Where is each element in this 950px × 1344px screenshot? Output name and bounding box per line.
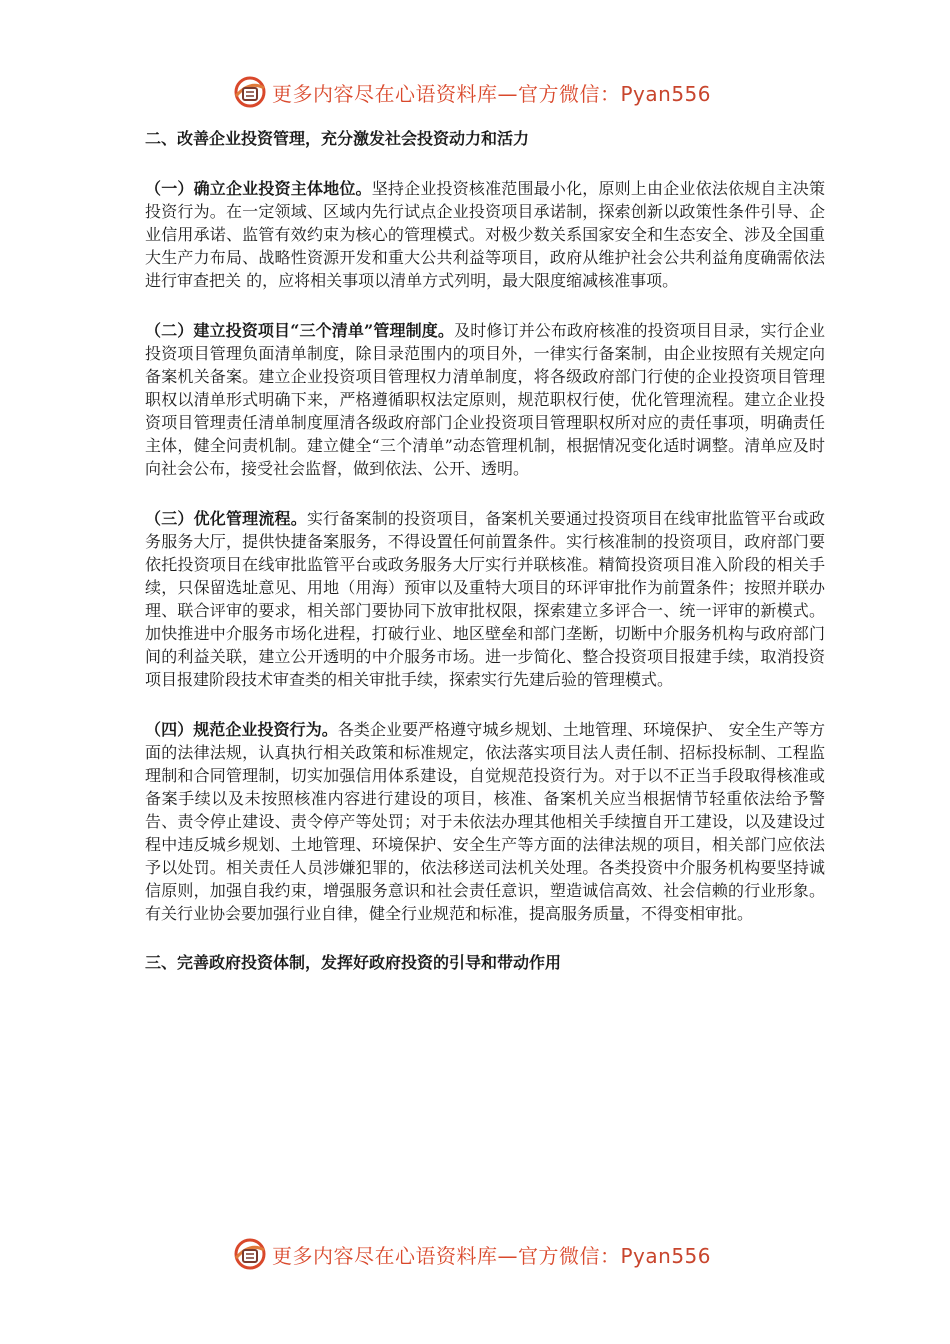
wechat-id: Pyan556: [620, 81, 712, 106]
logo-icon: [232, 1236, 268, 1272]
paragraph-lead: （二）建立投资项目“三个清单”管理制度。: [145, 321, 455, 340]
banner-text: 更多内容尽在心语资料库—官方微信：Pyan556: [272, 1243, 712, 1268]
footer-banner: [232, 1234, 711, 1274]
banner-text: 更多内容尽在心语资料库—官方微信：Pyan556: [272, 81, 712, 106]
section-heading: 三、完善政府投资体制，发挥好政府投资的引导和带动作用: [145, 953, 562, 972]
wechat-id: Pyan556: [620, 1243, 712, 1268]
header-banner: [232, 72, 711, 112]
document-body: [145, 128, 825, 974]
logo-icon: [232, 74, 268, 110]
paragraph-body: 及时修订并公布政府核准的投资项目目录，实行企业投资项目管理负面清单制度，除目录范围内的项目外，一律实行备案制，由企业按照有关规定向备案机关备案。建立企业投资项目管理权力清单制度，将各级政府部门行使的企业投资项目管理职权以清单形式明确下来，严格遵循职权法定原则，规范职权行使，优化管理流程。建立企业投资项目管理责任清单制度厘清各级政府部门企业投资项目管理职权所对应的责任事项，明确责任主体，健全问责机制。建立健全“三个清单”动态管理机制，根据情况变化适时调整。清单应及时向社会公布，接受社会监督，做到依法、公开、透明。: [145, 321, 825, 478]
paragraph-4: [145, 718, 825, 925]
paragraph-body: 各类企业要严格遵守城乡规划、土地管理、环境保护、 安全生产等方面的法律法规，认真执行相关政策和标准规定，依法落实项目法人责任制、招标投标制、工程监理制和合同管理制，切实加强信用体系建设，自觉规范投资行为。对于以不正当手段取得核准或备案手续以及未按照核准内容进行建设的项目，核准、备案机关应当根据情节轻重依法给予警告、责令停止建设、责令停产等处罚；对于未依法办理其他相关手续擅自开工建设，以及建设过程中违反城乡规划、土地管理、环境保护、安全生产等方面的法律法规的项目，相关部门应依法予以处罚。相关责任人员涉嫌犯罪的，依法移送司法机关处理。各类投资中介服务机构要坚持诚信原则，加强自我约束，增强服务意识和社会责任意识，塑造诚信高效、社会信赖的行业形象。有关行业协会要加强行业自律，健全行业规范和标准，提高服务质量，不得变相审批。: [145, 720, 825, 923]
paragraph-1: [145, 177, 825, 292]
paragraph-lead: （三）优化管理流程。: [145, 509, 307, 528]
paragraph-3: [145, 507, 825, 691]
paragraph-2: [145, 319, 825, 480]
paragraph-body: 实行备案制的投资项目，备案机关要通过投资项目在线审批监管平台或政务服务大厅，提供快捷备案服务，不得设置任何前置条件。实行核准制的投资项目，政府部门要依托投资项目在线审批监管平台或政务服务大厅实行并联核准。精简投资项目准入阶段的相关手续，只保留选址意见、用地（用海）预审以及重特大项目的环评审批作为前置条件；按照并联办理、联合评审的要求，相关部门要协同下放审批权限，探索建立多评合一、统一评审的新模式。加快推进中介服务市场化进程，打破行业、地区壁垒和部门垄断，切断中介服务机构与政府部门间的利益关联，建立公开透明的中介服务市场。进一步简化、整合投资项目报建手续，取消投资项目报建阶段技术审查类的相关审批手续，探索实行先建后验的管理模式。: [145, 509, 825, 689]
paragraph-body: 坚持企业投资核准范围最小化，原则上由企业依法依规自主决策投资行为。在一定领域、区域内先行试点企业投资项目承诺制，探索创新以政策性条件引导、企业信用承诺、监管有效约束为核心的管理模式。对极少数关系国家安全和生态安全、涉及全国重大生产力布局、战略性资源开发和重大公共利益等项目，政府从维护社会公共利益角度确需依法进行审查把关 的，应将相关事项以清单方式列明，最大限度缩减核准事项。: [145, 179, 825, 290]
paragraph-lead: （一）确立企业投资主体地位。: [145, 179, 372, 198]
paragraph-lead: （四）规范企业投资行为。: [145, 720, 338, 739]
section-heading: 二、改善企业投资管理，充分激发社会投资动力和活力: [145, 129, 530, 148]
